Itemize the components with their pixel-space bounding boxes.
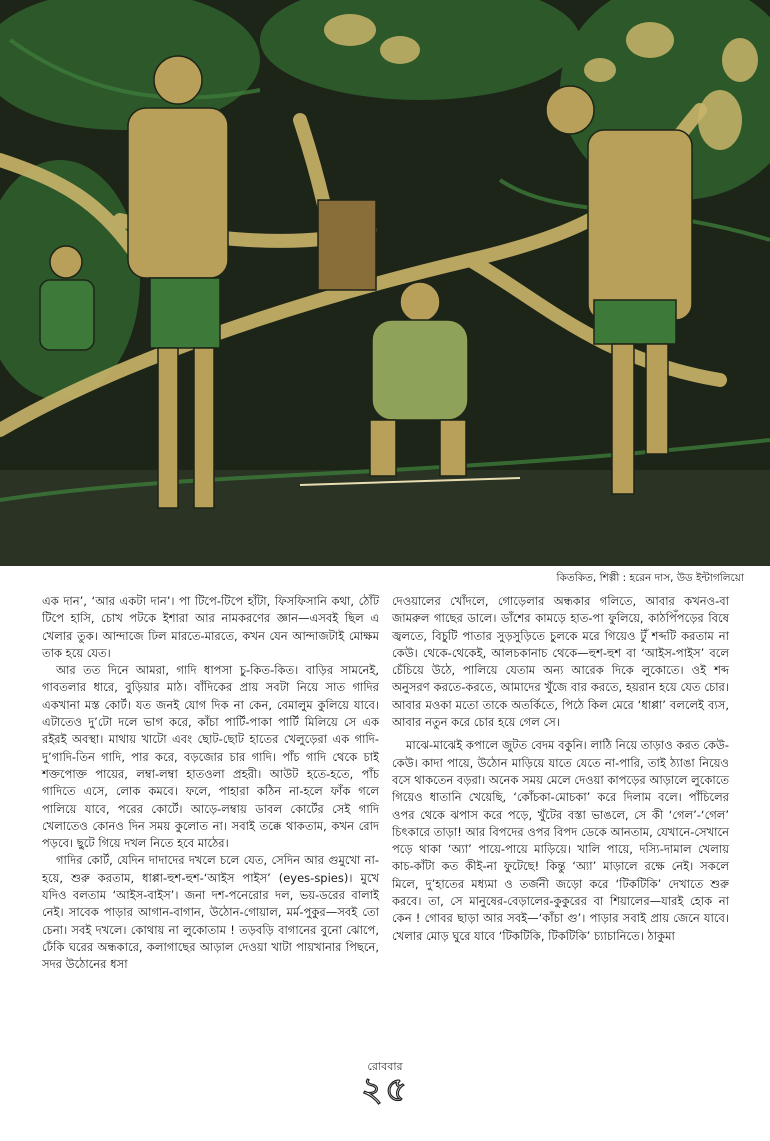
woodcut-illustration: [0, 0, 770, 566]
artwork-caption: কিতকিত, শিল্পী : হরেন দাস, উড ইন্টাগলিয়ো: [556, 572, 744, 584]
artwork-image: [0, 0, 770, 566]
paragraph: গাদির কোর্ট, যেদিন দাদাদের দখলে চলে যেত, সেদিন আর গুমুখো না-হয়ে, শুরু করতাম, ধাপ্পা-হুশ-হুশ-‘আইস পাইস’ (eyes-spies)। মুখে যদিও বলতাম ‘আইস-বাইস’। জনা দশ-পনেরোর দল, ভয়-ডরের বালাই নেই। সাবেক পাড়ার আগান-বাগান, উঠোন-গোয়াল, মর্ম-পুকুর—সবই তো চেনা। সবই দখলে। কোথায় না লুকোতাম ! তড়বড়ি বাগানের বুনো ঝোপে, ঢেঁকি ঘরের অন্ধকারে, কলাগাছের আড়াল দেওয়া খাটা পায়খানার পিছনে, সদর উঠোনের ধসা: [42, 853, 379, 972]
page-number: ২৫: [360, 1070, 410, 1110]
paragraph: এক দান’, ‘আর একটা দান’। পা টিপে-টিপে হাঁটা, ফিসফিসানি কথা, ঠোঁট টিপে হাসি, চোখ পটকে ইশারা আর নামকরণের জ্ঞান—এসবই ছিল এ খেলার তুক। আন্দাজে ঢিল মারতে-মারতে, কখন যেন আন্দাজটাই মোক্ষম তাক হয়ে যেত।: [42, 594, 379, 660]
paragraph: দেওয়ালের খোঁদলে, গোড়েলার অন্ধকার গলিতে, আবার কখনও-বা জামরুল গাছের ডালে। ডাঁশের কামড়ে হাত-পা ফুলিয়ে, কাঠপিঁপড়ের বিষে জ্বলতে, বিচুটি পাতার সুড়সুড়িতে চুলকে মরে গিয়েও টুঁ শব্দটি করতাম না কেউ। থেকে-থেকেই, আলচকানাচ থেকে—হুশ-হুশ বা ‘আইস-পাইস’ বলে চেঁচিয়ে উঠে, পালিয়ে যেতাম অন্য আরেক দিকে লুকোতে। ওই শব্দ অনুসরণ করতে-করতে, আমাদের খুঁজে বার করতে, হয়রান হয়ে যেত চোর। আবার মওকা মতো তাকে অতর্কিতে, পিঠে কিল মেরে ‘ধাপ্পা’ বললেই ব্যস, আবার নতুন করে চোর হয়ে গেল সে।: [392, 594, 729, 730]
paragraph: মাঝে-মাঝেই কপালে জুটত বেদম বকুনি। লাঠি নিয়ে তাড়াও করত কেউ-কেউ। কাদা পায়ে, উঠোন মাড়িয়ে যাতে যেতে না-পারি, তাই ঠ্যাঙা নিয়েও বসে থাকতেন বড়রা। অনেক সময় মেলে দেওয়া কাপড়ের আড়ালে লুকোতে গিয়েও ধাতানি খেয়েছি, ‘কোঁচকা-মোচকা’ করে দিলাম বলে। পাঁচিলের ওপর থেকে ঝপাস করে পড়ে, খুঁটের বস্তা ভাঙলে, সে কী ‘গেল’-‘গেল’ চিৎকারে তাড়া! আর বিপদের ওপর বিপদ ডেকে আনতাম, যেখানে-সেখানে পড়ে থাকা ‘অ্যা’ পায়ে-পায়ে মাড়িয়ে। খালি পায়ে, দস্যি-দামাল খেলায় কাচ-কাঁটা কত কীই-না ফুটেছে! কিন্তু ‘অ্যা’ মাড়ালে রক্ষে নেই। সকলে মিলে, দু’হাতের মধ্যমা ও তর্জনী জড়ো করে ‘টিকটিকি’ দেখাতে শুরু করবে। তা, সে মানুষের-বেড়ালের-কুকুরের বা শিয়ালের—যারই হোক না কেন ! গোবর ছাড়া আর সবই—‘কাঁচা গু’। পাড়ার সবাই প্রায় জেনে যাবে। খেলার মোড় ঘুরে যাবে ‘টিকটিকি, টিকটিকি’ চ্যাচানিতে। ঠাকুমা: [392, 738, 729, 943]
article-column-right: [392, 593, 729, 945]
article-column-left: [42, 593, 379, 974]
paragraph: আর তত দিনে আমরা, গাদি ধাপসা চু-কিত-কিত। বাড়ির সামনেই, গাবতলার ধারে, বুড়িয়ার মাঠ। বাঁদিকের প্রায় সবটা নিয়ে সাত গাদির একখানা মস্ত কোর্ট। যত জনই যোগ দিক না কেন, বেমালুম কুলিয়ে যাবে। এটাতেও দু’টো দলে ভাগ করে, কাঁচা পার্টি-পাকা পার্টি মিলিয়ে সে এক রইরই অবস্থা। মাথায় খাটো এবং ছোট-ছোট হাতের খেলুড়েরা এক গাদি-দু’গাদি-তিন গাদি, পার করে, বড়জোর চার গাদি। পাঁচ গাদি থেকে চাই শক্তপোক্ত পায়ের, লম্বা-লম্বা হাতওলা প্রহরী। আউট হতে-হতে, পাঁচ গাদিতে এসে, লোক কমবে। ফলে, পাহারা কঠিন না-হলে ফাঁক গলে পালিয়ে যাবে, পরের কোর্টে। আড়ে-লম্বায় ডাবল কোর্টের সেই গাদি খেলাতেও কোনও দিন সময় কুলোত না। সবাই তক্কে থাকতাম, কখন রোদ পড়বে। ছুটে গিয়ে দখল নিতে হবে মাঠের।: [42, 663, 379, 851]
section-name: রোববার: [367, 1060, 403, 1073]
